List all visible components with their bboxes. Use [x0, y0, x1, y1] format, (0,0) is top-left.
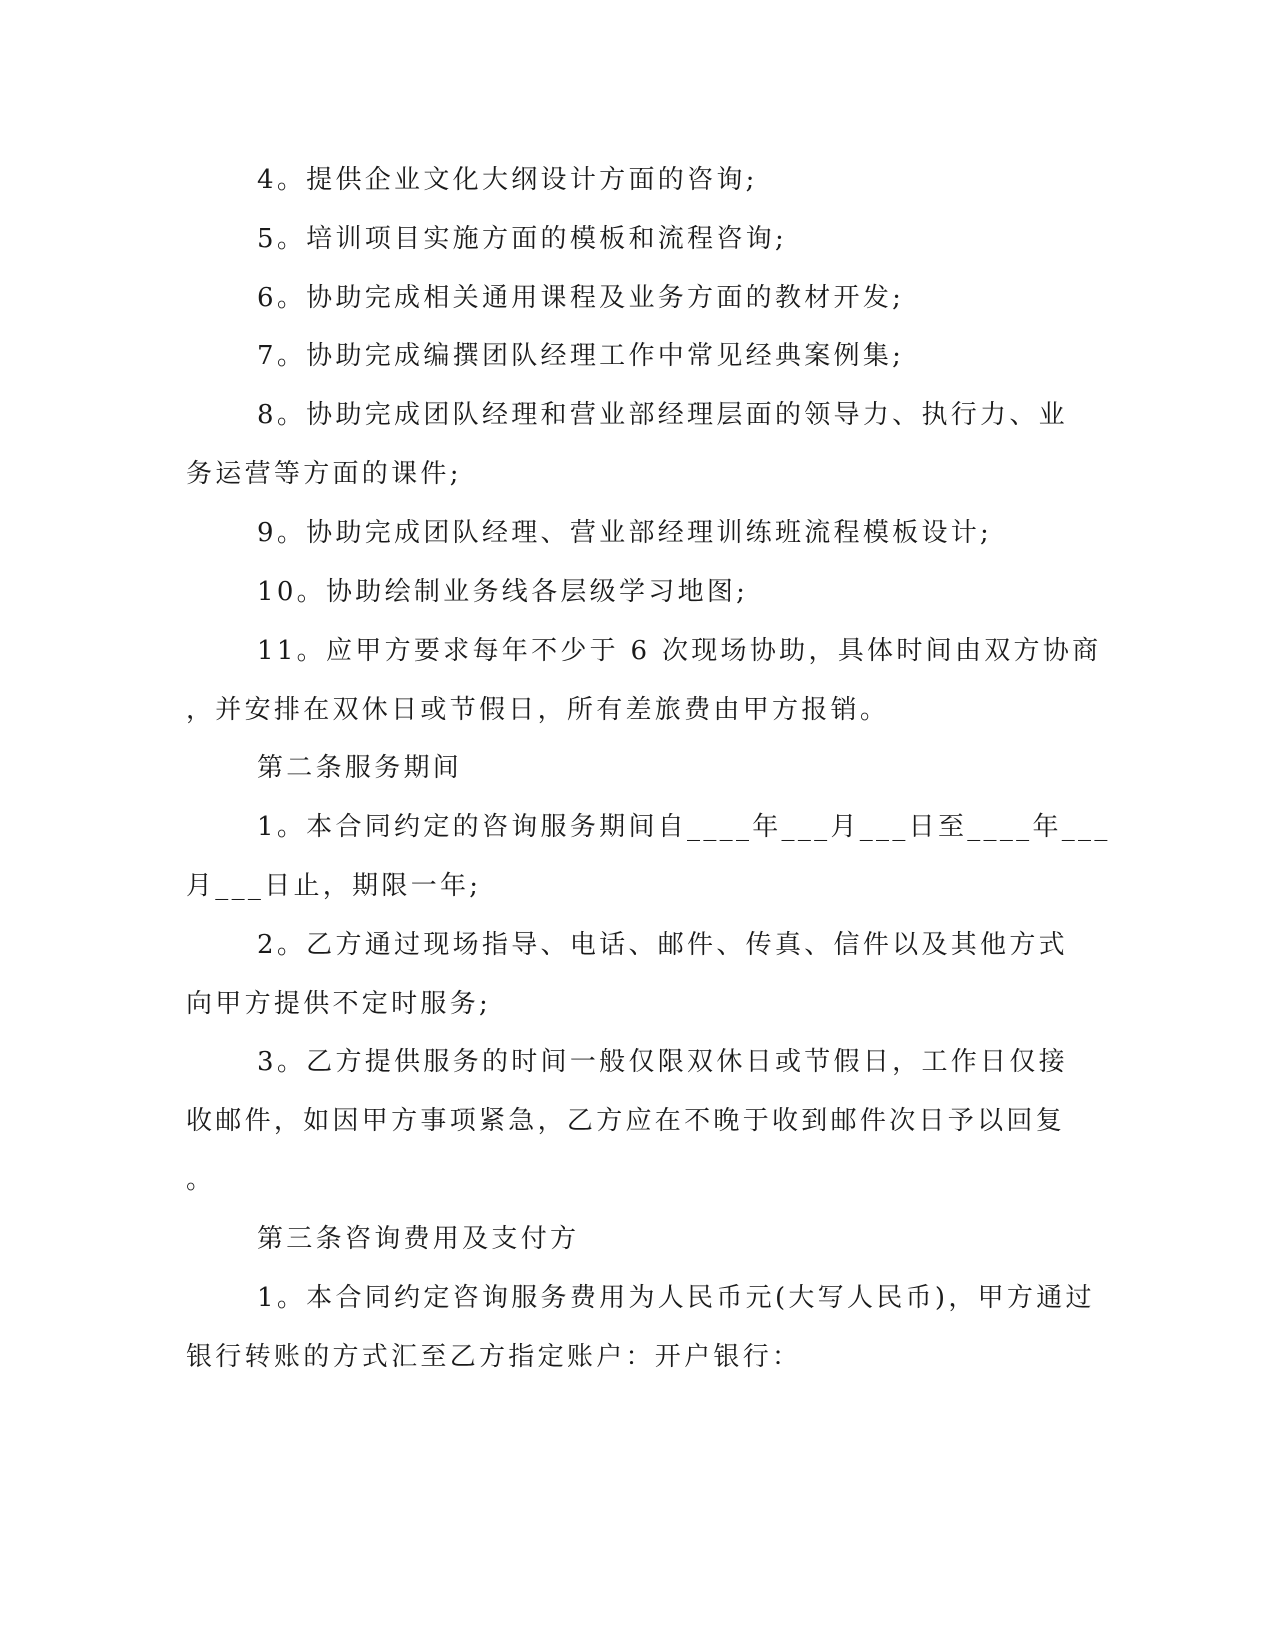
service-period-line-2: 月___日止，期限一年;	[186, 871, 482, 901]
fee-line-1: 1。本合同约定咨询服务费用为人民币元(大写人民币)，甲方通过	[257, 1283, 1095, 1313]
service-period-line-1: 1。本合同约定的咨询服务期间自____年___月___日至____年___	[257, 812, 1111, 842]
service-time-line-2: 收邮件，如因甲方事项紧急，乙方应在不晚于收到邮件次日予以回复	[186, 1106, 1066, 1136]
section-2-heading: 第二条服务期间	[257, 753, 463, 783]
service-method-line-2: 向甲方提供不定时服务;	[186, 989, 492, 1019]
section-3-heading: 第三条咨询费用及支付方	[257, 1224, 580, 1254]
fee-line-2: 银行转账的方式汇至乙方指定账户：开户银行：	[186, 1342, 802, 1372]
item-10-line: 10。协助绘制业务线各层级学习地图;	[257, 577, 749, 607]
item-7-line: 7。协助完成编撰团队经理工作中常见经典案例集;	[257, 341, 905, 371]
item-8-line-1: 8。协助完成团队经理和营业部经理层面的领导力、执行力、业	[257, 400, 1068, 430]
item-5-line: 5。培训项目实施方面的模板和流程咨询;	[257, 224, 788, 254]
item-6-line: 6。协助完成相关通用课程及业务方面的教材开发;	[257, 283, 905, 313]
item-11-line-1: 11。应甲方要求每年不少于 6 次现场协助，具体时间由双方协商	[257, 636, 1102, 666]
service-time-line-3: 。	[186, 1165, 216, 1195]
service-time-line-1: 3。乙方提供服务的时间一般仅限双休日或节假日，工作日仅接	[257, 1047, 1068, 1077]
item-11-line-2: ，并安排在双休日或节假日，所有差旅费由甲方报销。	[186, 695, 890, 725]
item-8-line-2: 务运营等方面的课件;	[186, 459, 462, 489]
service-method-line-1: 2。乙方通过现场指导、电话、邮件、传真、信件以及其他方式	[257, 930, 1068, 960]
item-9-line: 9。协助完成团队经理、营业部经理训练班流程模板设计;	[257, 518, 993, 548]
item-4-line: 4。提供企业文化大纲设计方面的咨询;	[257, 165, 758, 195]
